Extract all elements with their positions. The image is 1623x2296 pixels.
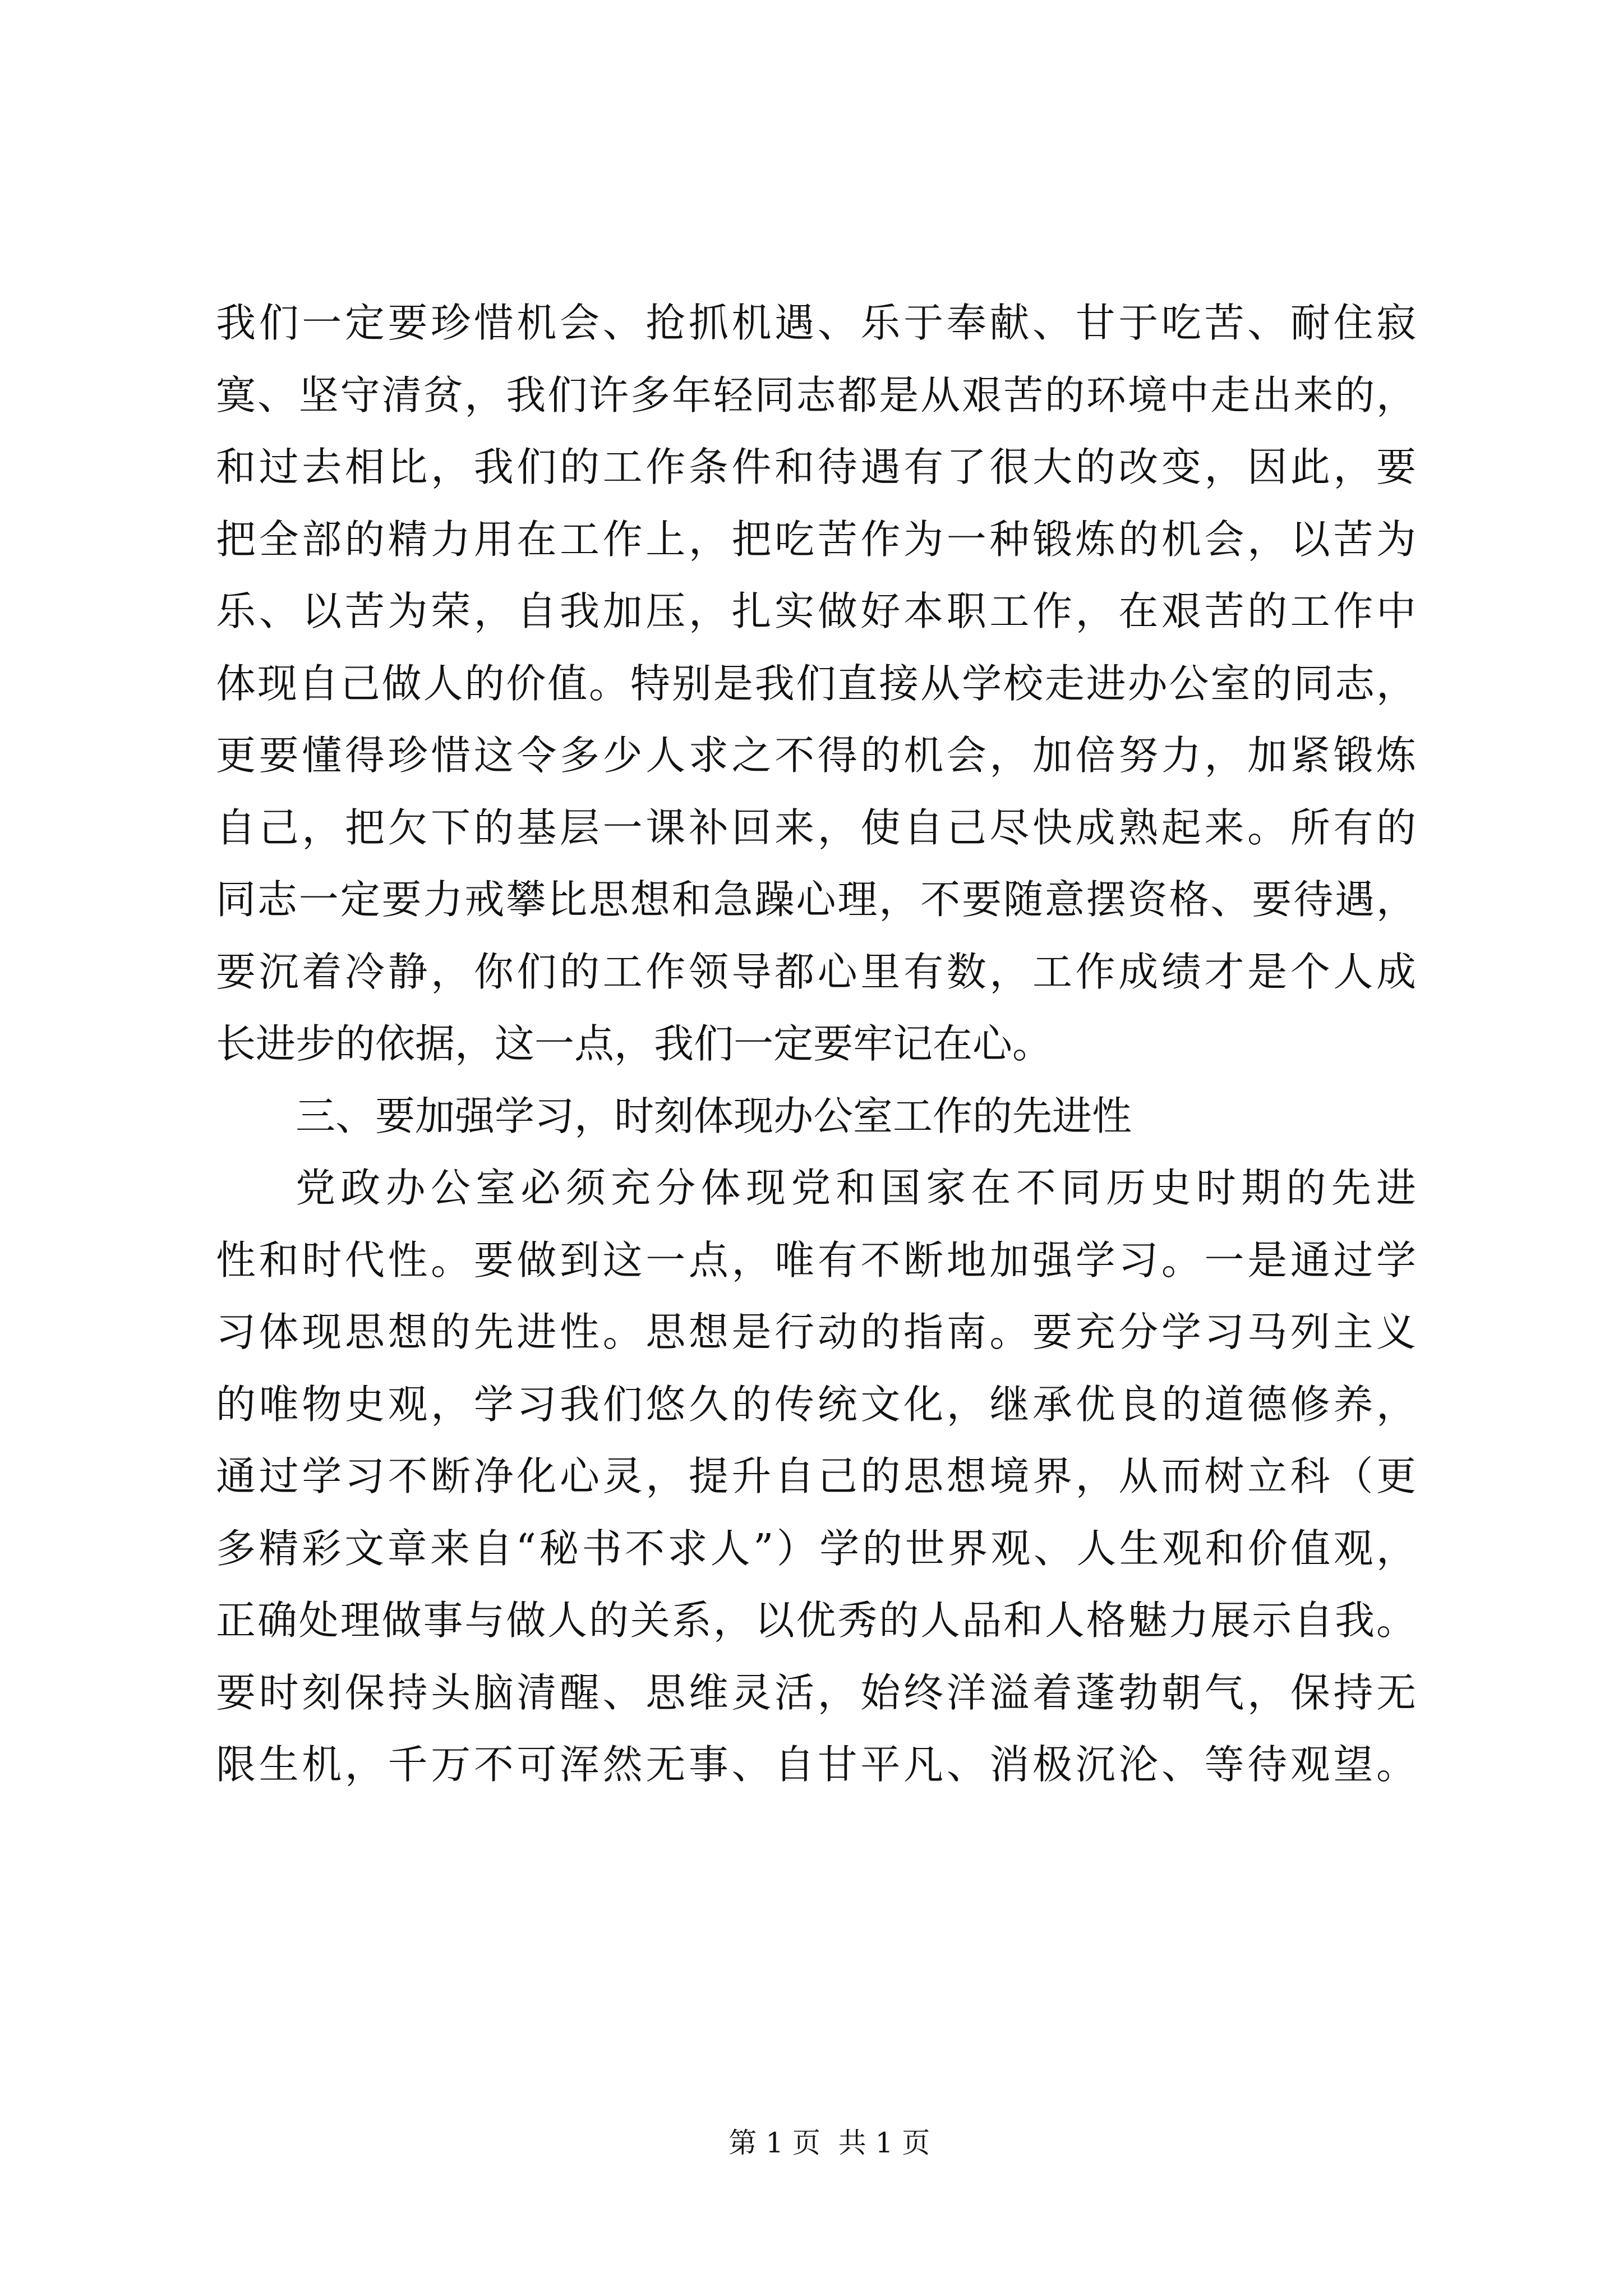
text-line: 体现自己做人的价值。特别是我们直接从学校走进办公室的同志， bbox=[216, 660, 1416, 707]
text-line: 要沉着冷静，你们的工作领导都心里有数，工作成绩才是个人成 bbox=[216, 948, 1416, 995]
text-line: 习体现思想的先进性。思想是行动的指南。要充分学习马列主义 bbox=[216, 1309, 1416, 1355]
text-line: 和过去相比，我们的工作条件和待遇有了很大的改变，因此，要 bbox=[216, 444, 1416, 490]
page-footer bbox=[0, 2092, 1623, 2193]
text-line: 党政办公室必须充分体现党和国家在不同历史时期的先进 bbox=[296, 1165, 1416, 1211]
text-line: 限生机，千万不可浑然无事、自甘平凡、消极沉沦、等待观望。 bbox=[216, 1741, 1416, 1788]
text-line: 正确处理做事与做人的关系，以优秀的人品和人格魅力展示自我。 bbox=[216, 1597, 1416, 1644]
text-line: 要时刻保持头脑清醒、思维灵活，始终洋溢着蓬勃朝气，保持无 bbox=[216, 1669, 1416, 1716]
text-line: 自己，把欠下的基层一课补回来，使自己尽快成熟起来。所有的 bbox=[216, 804, 1416, 851]
text-line: 同志一定要力戒攀比思想和急躁心理，不要随意摆资格、要待遇， bbox=[216, 876, 1416, 923]
text-line: 的唯物史观，学习我们悠久的传统文化，继承优良的道德修养， bbox=[216, 1381, 1416, 1428]
paragraph-2 bbox=[216, 1152, 1416, 1801]
text-line: 寞、坚守清贫，我们许多年轻同志都是从艰苦的环境中走出来的， bbox=[216, 371, 1416, 418]
text-line: 我们一定要珍惜机会、抢抓机遇、乐于奉献、甘于吃苦、耐住寂 bbox=[216, 300, 1416, 346]
document-body bbox=[216, 287, 1416, 1801]
text-line: 通过学习不断净化心灵，提升自己的思想境界，从而树立科（更 bbox=[216, 1453, 1416, 1499]
text-line: 多精彩文章来自“秘书不求人”）学的世界观、人生观和价值观， bbox=[216, 1525, 1416, 1572]
text-line: 长进步的依据，这一点，我们一定要牢记在心。 bbox=[216, 1020, 1053, 1067]
paragraph-1 bbox=[216, 287, 1416, 1080]
page-number: 第 1 页 共 1 页 bbox=[728, 2127, 930, 2159]
text-line: 乐、以苦为荣，自我加压，扎实做好本职工作，在艰苦的工作中 bbox=[216, 588, 1416, 634]
text-line: 性和时代性。要做到这一点，唯有不断地加强学习。一是通过学 bbox=[216, 1236, 1416, 1283]
text-line: 更要懂得珍惜这令多少人求之不得的机会，加倍努力，加紧锻炼 bbox=[216, 732, 1416, 779]
section-heading: 三、要加强学习，时刻体现办公室工作的先进性 bbox=[296, 1092, 1132, 1139]
text-line: 把全部的精力用在工作上，把吃苦作为一种锻炼的机会，以苦为 bbox=[216, 516, 1416, 563]
